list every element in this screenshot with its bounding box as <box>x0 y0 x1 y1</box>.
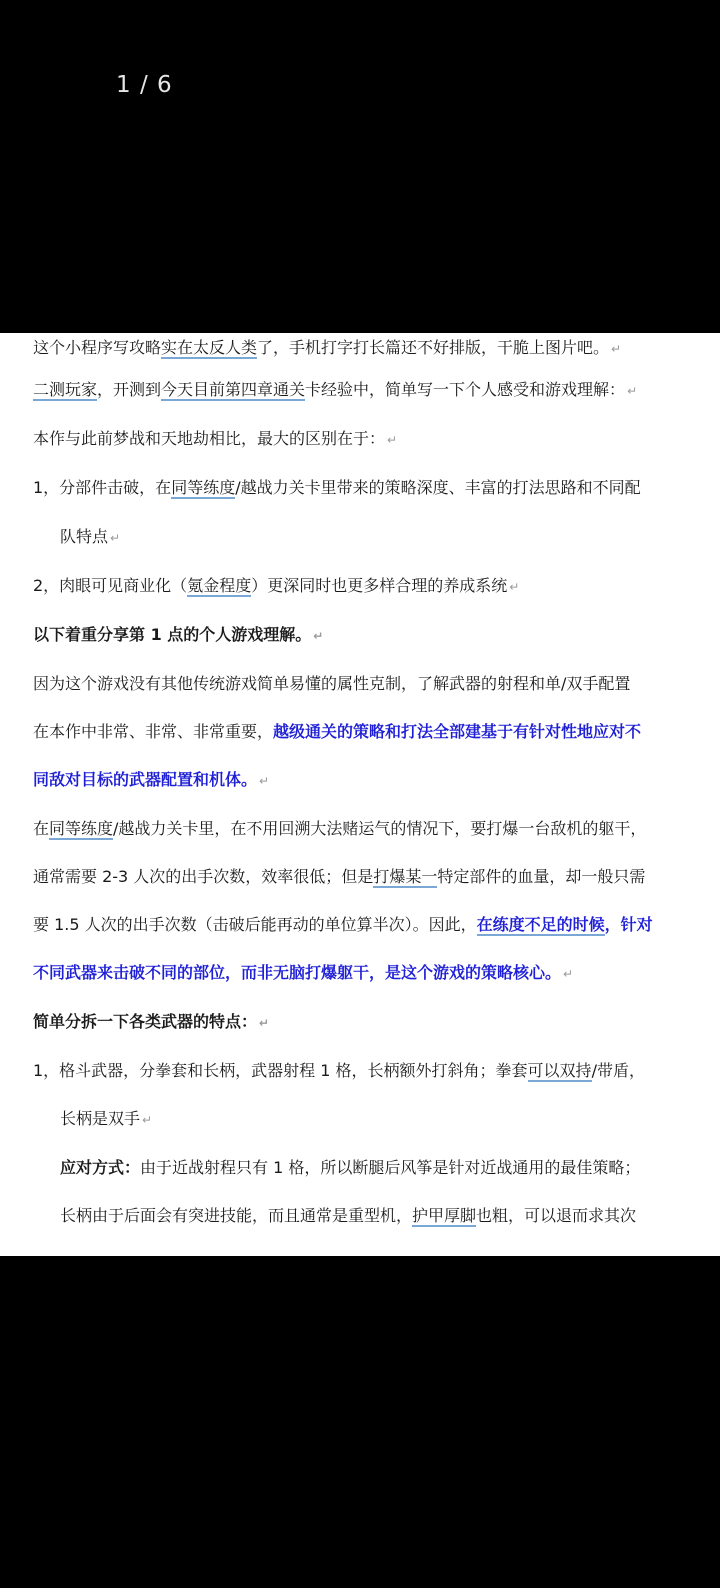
paragraph-line <box>33 765 269 795</box>
text: 了，手机打字打长篇还不好排版，干脆上图片吧。 <box>257 338 610 357</box>
paragraph-line <box>33 424 397 454</box>
paragraph-mark-icon: ↵ <box>563 967 574 981</box>
paragraph-line <box>33 1056 645 1086</box>
underlined-text: 二测玩家 <box>33 380 98 399</box>
text: 卡经验中，简单写一下个人感受和游戏理解： <box>305 380 626 399</box>
underlined-text: 氪金程度 <box>187 576 252 595</box>
text: 以下着重分享第 1 点的个人游戏理解。 <box>33 625 312 644</box>
underlined-text: 护甲厚脚 <box>412 1206 477 1225</box>
paragraph-line <box>33 910 653 940</box>
text: 长柄是双手 <box>60 1109 141 1128</box>
paragraph-mark-icon: ↵ <box>259 1016 270 1030</box>
paragraph-line <box>60 1104 152 1134</box>
paragraph-line <box>33 1007 269 1037</box>
paragraph-mark-icon: ↵ <box>110 531 121 545</box>
paragraph-line <box>33 473 641 503</box>
paragraph-line <box>33 669 630 699</box>
document-image[interactable] <box>0 333 720 1256</box>
paragraph-line <box>60 1201 636 1231</box>
highlighted-text: ，针对 <box>604 915 653 934</box>
paragraph-line <box>33 862 645 892</box>
text: 本作与此前梦战和天地劫相比，最大的区别在于： <box>33 429 386 448</box>
text: 也粗，可以退而求其次 <box>476 1206 637 1225</box>
paragraph-line <box>60 522 120 552</box>
underlined-text: 实在太反人类 <box>161 338 258 357</box>
paragraph-mark-icon: ↵ <box>387 433 398 447</box>
text: /带盾， <box>591 1061 645 1080</box>
text: 长柄由于后面会有突进技能，而且通常是重型机， <box>60 1206 413 1225</box>
paragraph-line <box>33 333 621 363</box>
text: 这个小程序写攻略 <box>33 338 162 357</box>
paragraph-mark-icon: ↵ <box>259 774 270 788</box>
text: 2，肉眼可见商业化（ <box>33 576 188 595</box>
text: 在 <box>33 819 50 838</box>
underlined-text: 今天目前第四章通关 <box>161 380 306 399</box>
text: 通常需要 2-3 人次的出手次数，效率很低；但是 <box>33 867 374 886</box>
bold-label: 应对方式： <box>60 1158 141 1177</box>
text: 1，分部件击破，在 <box>33 478 172 497</box>
highlighted-text: 同敌对目标的武器配置和机体。 <box>33 770 258 789</box>
paragraph-line <box>60 1153 640 1183</box>
text: 简单分拆一下各类武器的特点： <box>33 1012 258 1031</box>
highlighted-text: 不同武器来击破不同的部位，而非无脑打爆躯干，是这个游戏的策略核心。 <box>33 963 562 982</box>
paragraph-mark-icon: ↵ <box>509 580 520 594</box>
paragraph-line <box>33 814 646 844</box>
text: 要 1.5 人次的出手次数（击破后能再动的单位算半次）。因此， <box>33 915 477 934</box>
highlighted-text: 越级通关的策略和打法全部建基于有针对性地应对不 <box>273 722 642 741</box>
text: 因为这个游戏没有其他传统游戏简单易懂的属性克制，了解武器的射程和单/双手配置 <box>33 674 631 693</box>
paragraph-mark-icon: ↵ <box>611 342 622 356</box>
page-counter: 1 / 6 <box>116 72 173 98</box>
text: /越战力关卡里带来的策略深度、丰富的打法思路和不同配 <box>235 478 641 497</box>
paragraph-mark-icon: ↵ <box>142 1113 153 1127</box>
underlined-text: 同等练度 <box>49 819 114 838</box>
text: 1，格斗武器，分拳套和长柄，武器射程 1 格，长柄额外打斜角；拳套 <box>33 1061 528 1080</box>
text: ，开测到 <box>97 380 162 399</box>
paragraph-line <box>33 375 637 405</box>
paragraph-line <box>33 717 641 747</box>
paragraph-mark-icon: ↵ <box>627 384 638 398</box>
underlined-text: 打爆某一 <box>373 867 438 886</box>
text: /越战力关卡里，在不用回溯大法赌运气的情况下，要打爆一台敌机的躯干， <box>113 819 647 838</box>
text: ）更深同时也更多样合理的养成系统 <box>251 576 508 595</box>
paragraph-mark-icon: ↵ <box>313 629 324 643</box>
highlighted-text: 在练度不足的时候 <box>476 915 605 934</box>
text: 队特点 <box>60 527 109 546</box>
paragraph-line <box>33 620 323 650</box>
paragraph-line <box>33 571 519 601</box>
paragraph-line <box>33 958 573 988</box>
text: 特定部件的血量，却一般只需 <box>437 867 646 886</box>
underlined-text: 同等练度 <box>171 478 236 497</box>
text: 在本作中非常、非常、非常重要， <box>33 722 274 741</box>
underlined-text: 可以双持 <box>527 1061 592 1080</box>
text: 由于近战射程只有 1 格，所以断腿后风筝是针对近战通用的最佳策略； <box>140 1158 641 1177</box>
